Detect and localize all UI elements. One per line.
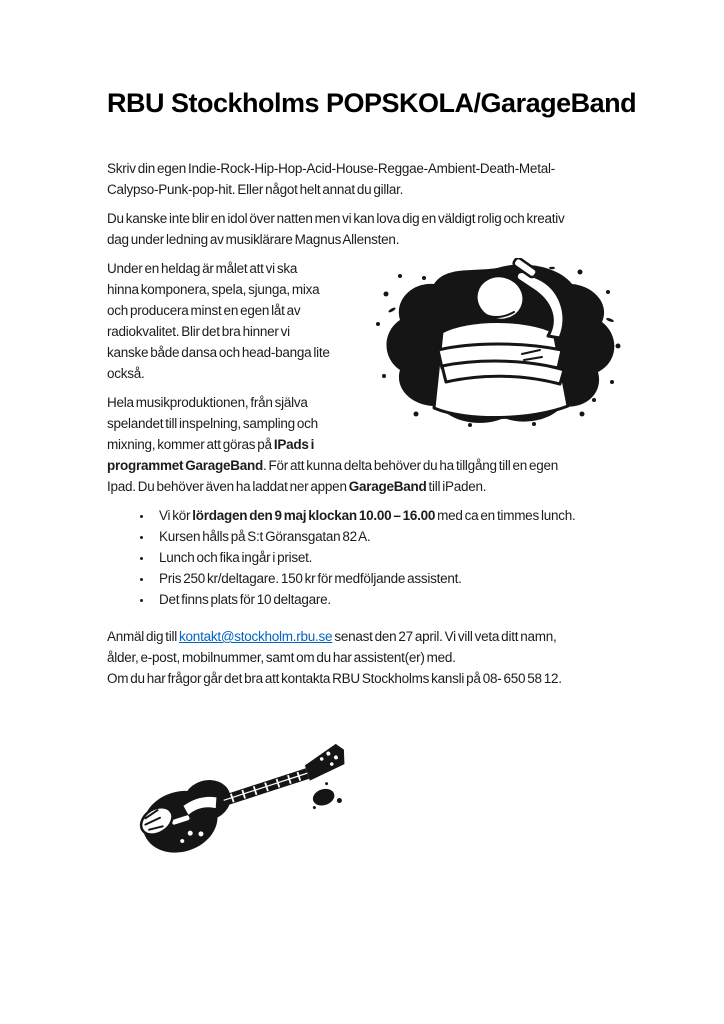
list-item: • Pris 250 kr/deltagare. 150 kr för medföljande assistent. [153, 568, 617, 589]
dj-illustration-svg [372, 258, 627, 428]
list-item: • Lunch och fika ingår i priset. [153, 547, 617, 568]
list-item: • Kursen hålls på S:t Göransgatan 82 A. [153, 526, 617, 547]
guitar-illustration-svg [123, 727, 363, 863]
dj-illustration [372, 258, 627, 428]
list-item: • Vi kör lördagen den 9 maj klockan 10.00 – 16.00 med ca en timmes lunch. [153, 505, 617, 526]
paragraph-questions: Om du har frågor går det bra att kontakta RBU Stockholms kansli på 08- 650 58 12. [107, 671, 562, 686]
list-item: • Det finns plats för 10 deltagare. [153, 589, 617, 610]
email-link[interactable]: kontakt@stockholm.rbu.se [179, 629, 333, 644]
paragraph-promise: Du kanske inte blir en idol över natten men vi kan lova dig en väldigt rolig och kreativ dag under ledning av musiklärare Magnus Allensten. [107, 211, 565, 247]
paragraph-signup: Anmäl dig till kontakt@stockholm.rbu.se senast den 27 april. Vi vill veta ditt namn, ålder, e-post, mobilnummer, samt om du har assistent(er) med. [107, 629, 557, 665]
page-title: RBU Stockholms POPSKOLA/GarageBand [107, 88, 637, 118]
guitar-illustration [123, 727, 363, 863]
paragraph-goal: Under en heldag är målet att vi ska hinna komponera, spela, sjunga, mixa och producera minst en egen låt av radiokvalitet. Blir det bra hinner vi kanske både dansa och head-banga lite också. [107, 261, 330, 381]
course-details-list [123, 505, 617, 610]
paragraph-intro: Skriv din egen Indie-Rock-Hip-Hop-Acid-House-Reggae-Ambient-Death-Metal- Calypso-Punk-pop-hit. Eller något helt annat du gillar. [107, 161, 555, 197]
contact-section [107, 626, 617, 689]
paragraph-production: Hela musikproduktionen, från själva spelandet till inspelning, sampling och mixning, kommer att göras på IPads i programmet GarageBand. För att kunna delta behöver du ha tillgång till en egen Ipad. Du behöver även ha laddat ner appen GarageBand till iPaden. [107, 395, 559, 494]
